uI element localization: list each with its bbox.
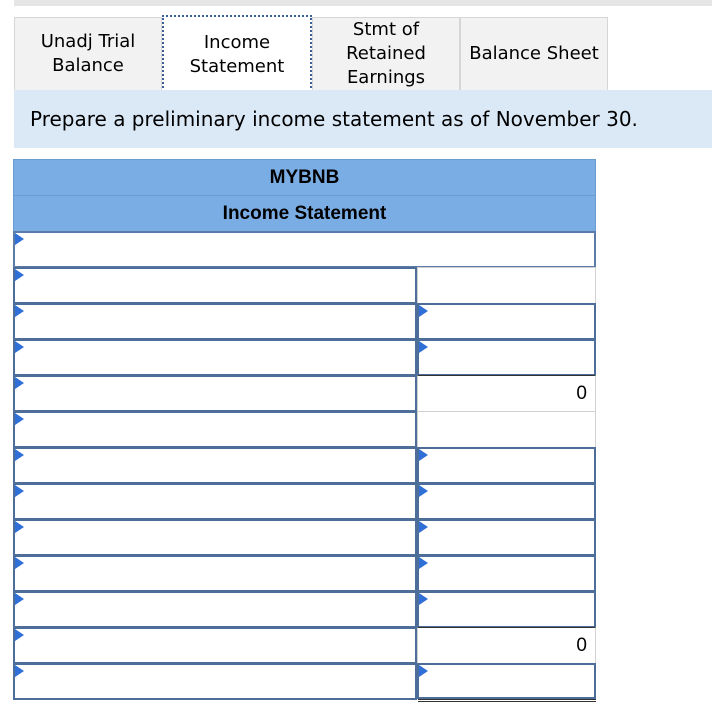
tab-stmt-retained-earnings[interactable]	[312, 17, 460, 90]
account-select[interactable]	[13, 663, 417, 700]
statement-title-header: Income Statement	[13, 195, 596, 232]
tab-label: Income Statement	[189, 31, 285, 77]
tab-unadj-trial-balance[interactable]	[14, 17, 162, 90]
dropdown-marker-icon	[419, 593, 428, 605]
tab-label: Balance Sheet	[469, 43, 599, 64]
tab-label: Unadj Trial Balance	[40, 31, 136, 76]
dropdown-marker-icon	[419, 557, 428, 569]
dropdown-marker-icon	[15, 593, 24, 605]
amount-input[interactable]	[417, 339, 596, 376]
dropdown-marker-icon	[15, 485, 24, 497]
amount-input[interactable]	[417, 447, 596, 484]
account-select[interactable]	[13, 303, 417, 340]
double-underline	[418, 699, 596, 702]
dropdown-marker-icon	[15, 557, 24, 569]
dropdown-marker-icon	[15, 341, 24, 353]
amount-input[interactable]	[417, 663, 596, 699]
account-select[interactable]	[13, 411, 417, 448]
dropdown-marker-icon	[15, 269, 24, 281]
company-name-header: MYBNB	[13, 159, 596, 196]
dropdown-marker-icon	[15, 629, 24, 641]
dropdown-marker-icon	[419, 305, 428, 317]
account-select[interactable]	[13, 267, 417, 304]
total-amount-cell	[417, 375, 596, 412]
account-select[interactable]	[13, 339, 417, 376]
account-select[interactable]	[13, 519, 417, 556]
total-amount-cell	[417, 627, 596, 664]
tab-income-statement[interactable]	[162, 15, 312, 92]
amount-input[interactable]	[417, 483, 596, 520]
dropdown-marker-icon	[15, 413, 24, 425]
dropdown-marker-icon	[15, 449, 24, 461]
dropdown-marker-icon	[15, 233, 24, 245]
amount-input[interactable]	[417, 519, 596, 556]
total-amount-value: 0	[576, 634, 587, 656]
dropdown-marker-icon	[419, 521, 428, 533]
amount-input[interactable]	[417, 555, 596, 592]
tab-label: Stmt of Retained Earnings	[346, 19, 426, 88]
account-select[interactable]	[13, 627, 417, 664]
dropdown-marker-icon	[15, 521, 24, 533]
dropdown-marker-icon	[15, 665, 24, 677]
top-divider	[14, 0, 712, 6]
account-select[interactable]	[13, 591, 417, 628]
account-select[interactable]	[13, 555, 417, 592]
dropdown-marker-icon	[419, 665, 428, 677]
account-select[interactable]	[13, 447, 417, 484]
amount-cell-empty	[417, 267, 596, 304]
account-select[interactable]	[13, 483, 417, 520]
total-amount-value: 0	[576, 382, 587, 404]
statement-heading-input[interactable]	[13, 231, 596, 268]
dropdown-marker-icon	[15, 377, 24, 389]
dropdown-marker-icon	[419, 449, 428, 461]
dropdown-marker-icon	[15, 305, 24, 317]
dropdown-marker-icon	[419, 485, 428, 497]
account-select[interactable]	[13, 375, 417, 412]
amount-cell-empty	[417, 411, 596, 448]
dropdown-marker-icon	[419, 341, 428, 353]
instruction-text: Prepare a preliminary income statement as of November 30.	[14, 90, 712, 148]
amount-input[interactable]	[417, 591, 596, 628]
tab-balance-sheet[interactable]	[460, 17, 608, 90]
amount-input[interactable]	[417, 303, 596, 340]
